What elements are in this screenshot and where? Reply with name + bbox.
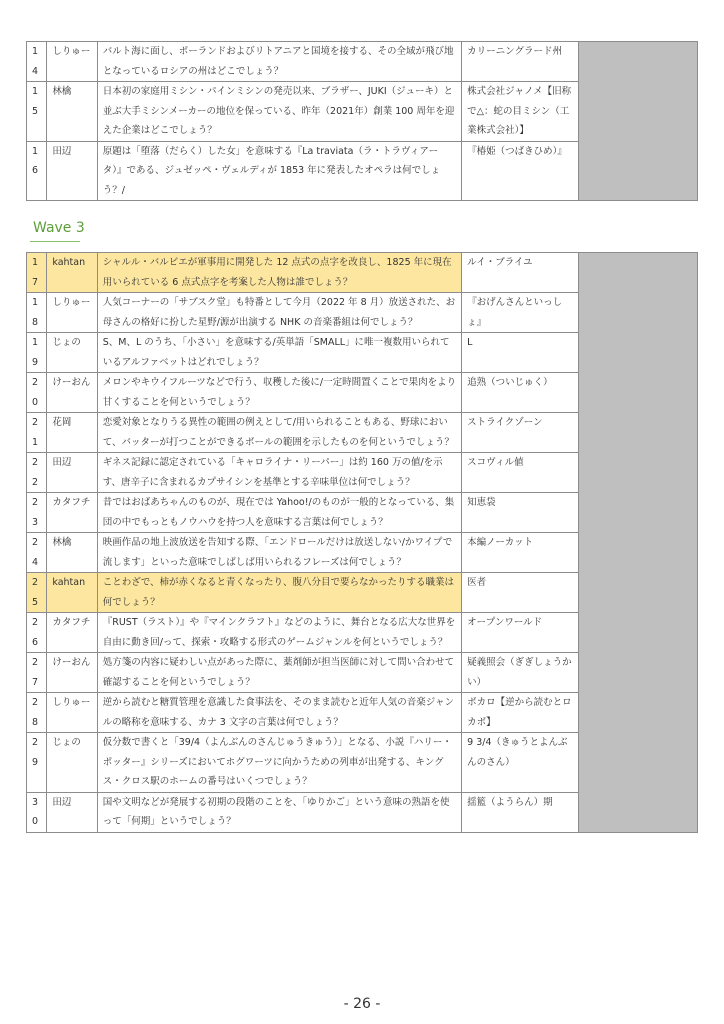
answer-text: ルイ・ブライユ (462, 253, 579, 293)
question-text: 原題は「堕落（だらく）した女」を意味する『La traviata（ラ・トラヴィアータ）』である、ジュゼッペ・ヴェルディが 1853 年に発表したオペラは何でしょう？/ (97, 141, 461, 201)
question-number: 26 (27, 613, 47, 653)
answer-text: 『椿姫（つばきひめ）』 (462, 141, 579, 201)
answer-text: L (462, 333, 579, 373)
answer-text: 医者 (462, 573, 579, 613)
question-number: 18 (27, 293, 47, 333)
question-text: 昔ではおばあちゃんのものが、現在では Yahoo!/のものが一般的となっている、集団の中でもっともノウハウを持つ人を意味する言葉は何でしょう？ (97, 493, 461, 533)
answer-text: 知恵袋 (462, 493, 579, 533)
gray-blank-column (579, 253, 698, 833)
author-name: しりゅー (47, 693, 97, 733)
author-name: kahtan (47, 573, 97, 613)
question-text: メロンやキウイフルーツなどで行う、収穫した後に/一定時間置くことで果肉をより甘くすることを何というでしょう？ (97, 373, 461, 413)
question-number: 23 (27, 493, 47, 533)
question-number: 22 (27, 453, 47, 493)
author-name: カタフチ (47, 613, 97, 653)
section-title-underline (30, 241, 80, 242)
answer-text: 株式会社ジャノメ【旧称で△：蛇の目ミシン（工業株式会社）】 (462, 82, 579, 142)
author-name: 林檎 (47, 82, 97, 142)
question-text: 恋愛対象となりうる異性の範囲の例えとして/用いられることもある、野球において、バッターが打つことができるボールの範囲を示したものを何というでしょう？ (97, 413, 461, 453)
question-text: 人気コーナーの「サブスク堂」も特番として今月（2022 年 8 月）放送された、お母さんの格好に扮した星野/源が出演する NHK の音楽番組は何でしょう？ (97, 293, 461, 333)
author-name: 田辺 (47, 141, 97, 201)
answer-text: 疑義照会（ぎぎしょうかい） (462, 653, 579, 693)
author-name: けーおん (47, 653, 97, 693)
answer-text: ボカロ【逆から読むとロカボ】 (462, 693, 579, 733)
question-text: 日本初の家庭用ミシン・パインミシンの発売以来、ブラザー、JUKI（ジューキ）と並ぶ大手ミシンメーカーの地位を保っている、昨年（2021年）創業 100 周年を迎えた企業はどこでしょう？ (97, 82, 461, 142)
author-name: しりゅー (47, 293, 97, 333)
question-number: 28 (27, 693, 47, 733)
table-row (27, 253, 698, 293)
answer-text: 揺籃（ようらん）期 (462, 792, 579, 832)
question-text: 仮分数で書くと「39/4（よんぶんのさんじゅうきゅう）」となる、小説『ハリー・ポッター』シリーズにおいてホグワーツに向かうための列車が出発する、キングス・クロス駅のホームの番号はいくつでしょう？ (97, 733, 461, 793)
question-number: 30 (27, 792, 47, 832)
author-name: 田辺 (47, 792, 97, 832)
author-name: じょの (47, 333, 97, 373)
question-text: バルト海に面し、ポーランドおよびリトアニアと国境を接する、その全域が飛び地となっているロシアの州はどこでしょう？ (97, 42, 461, 82)
question-number: 25 (27, 573, 47, 613)
author-name: 花岡 (47, 413, 97, 453)
answer-text: 『おげんさんといっしょ』 (462, 293, 579, 333)
author-name: 田辺 (47, 453, 97, 493)
answer-text: ストライクゾーン (462, 413, 579, 453)
author-name: kahtan (47, 253, 97, 293)
author-name: 林檎 (47, 533, 97, 573)
question-number: 15 (27, 82, 47, 142)
question-text: 処方箋の内容に疑わしい点があった際に、薬剤師が担当医師に対して問い合わせて確認することを何というでしょう？ (97, 653, 461, 693)
quiz-table-wave3 (26, 252, 698, 833)
question-text: 逆から読むと糖質管理を意識した食事法を、そのまま読むと近年人気の音楽ジャンルの略称を意味する、カナ 3 文字の言葉は何でしょう？ (97, 693, 461, 733)
question-number: 19 (27, 333, 47, 373)
question-number: 17 (27, 253, 47, 293)
gray-blank-column (579, 42, 698, 201)
question-text: ギネス記録に認定されている「キャロライナ・リーパー」は約 160 万の値/を示す、唐辛子に含まれるカプサイシンを基準とする辛味単位は何でしょう？ (97, 453, 461, 493)
question-number: 27 (27, 653, 47, 693)
author-name: カタフチ (47, 493, 97, 533)
answer-text: 本編ノーカット (462, 533, 579, 573)
question-number: 14 (27, 42, 47, 82)
page-number: - 26 - (343, 996, 381, 1012)
question-number: 24 (27, 533, 47, 573)
author-name: しりゅー (47, 42, 97, 82)
question-text: 映画作品の地上波放送を告知する際、「エンドロールだけは放送しない/かワイプで流します」といった意味でしばしば用いられるフレーズは何でしょう？ (97, 533, 461, 573)
answer-text: 9 3/4（きゅうとよんぶんのさん） (462, 733, 579, 793)
section-title: Wave 3 (33, 220, 85, 236)
question-text: 『RUST（ラスト）』や『マインクラフト』などのように、舞台となる広大な世界を自由に動き回/って、探索・攻略する形式のゲームジャンルを何というでしょう？ (97, 613, 461, 653)
answer-text: オープンワールド (462, 613, 579, 653)
question-text: ことわざで、柿が赤くなると青くなったり、腹八分目で要らなかったりする職業は何でしょう？ (97, 573, 461, 613)
author-name: じょの (47, 733, 97, 793)
question-text: S、M、L のうち、「小さい」を意味する/英単語「SMALL」に唯一複数用いられているアルファベットはどれでしょう？ (97, 333, 461, 373)
answer-text: スコヴィル値 (462, 453, 579, 493)
question-number: 20 (27, 373, 47, 413)
question-text: シャルル・バルビエが軍事用に開発した 12 点式の点字を改良し、1825 年に現在用いられている 6 点式点字を考案した人物は誰でしょう？ (97, 253, 461, 293)
question-number: 29 (27, 733, 47, 793)
table-row (27, 42, 698, 82)
question-number: 21 (27, 413, 47, 453)
answer-text: 追熟（ついじゅく） (462, 373, 579, 413)
question-text: 国や文明などが発展する初期の段階のことを、「ゆりかご」という意味の熟語を使って「何期」というでしょう？ (97, 792, 461, 832)
author-name: けーおん (47, 373, 97, 413)
question-number: 16 (27, 141, 47, 201)
quiz-table-top (26, 41, 698, 201)
answer-text: カリーニングラード州 (462, 42, 579, 82)
